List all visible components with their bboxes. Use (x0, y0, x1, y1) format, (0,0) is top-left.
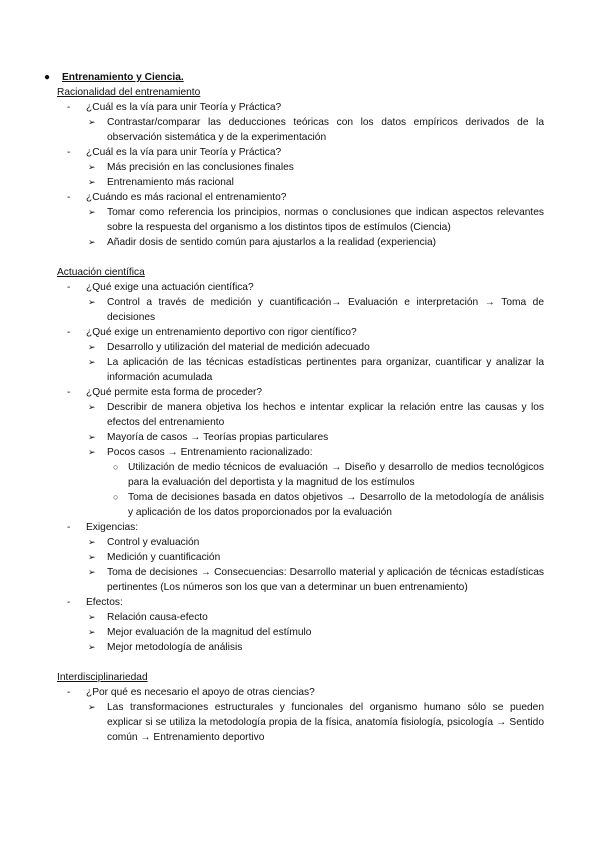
section-title: Racionalidad del entrenamiento (57, 87, 201, 98)
arrow-bullet-icon: ➢ (88, 297, 96, 307)
circle-bullet-icon: ○ (113, 462, 119, 472)
question-item (0, 100, 600, 115)
arrow-bullet-icon: ➢ (88, 702, 96, 712)
question-item (0, 385, 600, 400)
section-title: Actuación científica (57, 267, 145, 278)
document-page (0, 70, 600, 745)
question-text: ¿Qué exige un entrenamiento deportivo con rigor científico? (86, 327, 357, 338)
answer-item (0, 445, 600, 460)
sub-item-text: Toma de decisiones basada en datos objetivos → Desarrollo de la metodología de análisis y aplicación de los datos proporcionados por la evaluación (128, 492, 544, 518)
arrow-bullet-icon: ➢ (88, 342, 96, 352)
answer-text: Desarrollo y utilización del material de medición adecuado (107, 342, 370, 353)
arrow-bullet-icon: ➢ (88, 447, 96, 457)
answer-text: Relación causa-efecto (107, 612, 208, 623)
question-text: ¿Cuándo es más racional el entrenamiento? (86, 192, 287, 203)
section-title: Interdisciplinariedad (57, 672, 148, 683)
answer-text: Mejor metodología de análisis (107, 642, 243, 653)
dash-marker: - (67, 522, 71, 533)
question-text: Efectos: (86, 597, 123, 608)
section-spacer (0, 250, 600, 265)
answer-text: Describir de manera objetiva los hechos e intentar explicar la relación entre las causas y los efectos del entrenamiento (107, 402, 544, 428)
dash-marker: - (67, 102, 71, 113)
answer-text: Mejor evaluación de la magnitud del estímulo (107, 627, 312, 638)
bullet-icon: ● (44, 72, 51, 83)
question-text: Exigencias: (86, 522, 139, 533)
answer-item (0, 640, 600, 655)
answer-text: Pocos casos → Entrenamiento racionalizado: (107, 447, 313, 458)
answer-text: Control y evaluación (107, 537, 200, 548)
sub-item (0, 490, 600, 520)
answer-text: Control a través de medición y cuantificación→ Evaluación e interpretación → Toma de decisiones (107, 297, 544, 323)
main-heading-row (0, 70, 600, 85)
answer-item (0, 355, 600, 385)
dash-marker: - (67, 282, 71, 293)
answer-item (0, 295, 600, 325)
arrow-bullet-icon: ➢ (88, 162, 96, 172)
arrow-bullet-icon: ➢ (88, 177, 96, 187)
answer-text: Más precisión en las conclusiones finales (107, 162, 294, 173)
answer-item (0, 550, 600, 565)
question-text: ¿Por qué es necesario el apoyo de otras ciencias? (86, 687, 315, 698)
answer-item (0, 400, 600, 430)
answer-item (0, 235, 600, 250)
sub-item (0, 460, 600, 490)
sub-item-text: Utilización de medio técnicos de evaluación → Diseño y desarrollo de medios tecnológicos para la evaluación del deportista y la magnitud de los estímulos (128, 462, 544, 488)
dash-marker: - (67, 327, 71, 338)
answer-item (0, 700, 600, 745)
dash-marker: - (67, 147, 71, 158)
answer-item (0, 205, 600, 235)
section-spacer (0, 655, 600, 670)
dash-marker: - (67, 687, 71, 698)
answer-text: Medición y cuantificación (107, 552, 221, 563)
arrow-bullet-icon: ➢ (88, 537, 96, 547)
answer-text: Las transformaciones estructurales y funcionales del organismo humano sólo se pueden explicar si se utiliza la metodología propia de la física, anatomía fisiología, psicología → Sentido común → Entrenamiento deportivo (107, 702, 544, 743)
question-item (0, 280, 600, 295)
answer-item (0, 610, 600, 625)
question-item (0, 520, 600, 535)
dash-marker: - (67, 387, 71, 398)
answer-item (0, 160, 600, 175)
answer-text: Añadir dosis de sentido común para ajustarlos a la realidad (experiencia) (107, 237, 437, 248)
answer-text: La aplicación de las técnicas estadísticas pertinentes para organizar, cuantificar y analizar la información acumulada (107, 357, 544, 383)
question-item (0, 595, 600, 610)
answer-item (0, 535, 600, 550)
answer-item (0, 115, 600, 145)
arrow-bullet-icon: ➢ (88, 117, 96, 127)
arrow-bullet-icon: ➢ (88, 402, 96, 412)
answer-item (0, 430, 600, 445)
question-item (0, 685, 600, 700)
question-text: ¿Cuál es la vía para unir Teoría y Práctica? (86, 147, 282, 158)
arrow-bullet-icon: ➢ (88, 432, 96, 442)
main-heading: Entrenamiento y Ciencia. (62, 72, 184, 83)
question-text: ¿Qué exige una actuación científica? (86, 282, 254, 293)
arrow-bullet-icon: ➢ (88, 207, 96, 217)
answer-item (0, 340, 600, 355)
arrow-bullet-icon: ➢ (88, 627, 96, 637)
question-item (0, 190, 600, 205)
question-item (0, 325, 600, 340)
answer-text: Entrenamiento más racional (107, 177, 234, 188)
dash-marker: - (67, 192, 71, 203)
question-item (0, 145, 600, 160)
answer-text: Mayoría de casos → Teorías propias particulares (107, 432, 329, 443)
dash-marker: - (67, 597, 71, 608)
answer-text: Toma de decisiones → Consecuencias: Desarrollo material y aplicación de técnicas estadísticas pertinentes (Los números son los que van a determinar un buen entrenamiento) (107, 567, 544, 593)
answer-item (0, 175, 600, 190)
answer-item (0, 625, 600, 640)
answer-text: Tomar como referencia los principios, normas o conclusiones que indican aspectos relevantes sobre la respuesta del organismo a los distintos tipos de estímulos (Ciencia) (107, 207, 544, 233)
answer-item (0, 565, 600, 595)
arrow-bullet-icon: ➢ (88, 612, 96, 622)
arrow-bullet-icon: ➢ (88, 567, 96, 577)
arrow-bullet-icon: ➢ (88, 642, 96, 652)
answer-text: Contrastar/comparar las deducciones teóricas con los datos empíricos derivados de la observación sistemática y de la experimentación (107, 117, 544, 143)
sections-container (0, 85, 600, 745)
question-text: ¿Qué permite esta forma de proceder? (86, 387, 263, 398)
arrow-bullet-icon: ➢ (88, 357, 96, 367)
circle-bullet-icon: ○ (113, 492, 119, 502)
question-text: ¿Cuál es la vía para unir Teoría y Práctica? (86, 102, 282, 113)
arrow-bullet-icon: ➢ (88, 237, 96, 247)
arrow-bullet-icon: ➢ (88, 552, 96, 562)
